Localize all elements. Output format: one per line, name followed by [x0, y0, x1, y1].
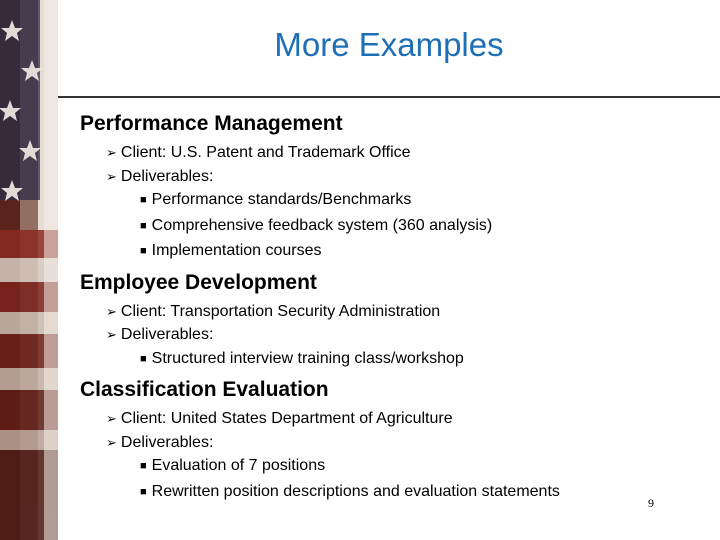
deliverable-text: Performance standards/Benchmarks	[151, 191, 412, 208]
section-heading: Employee Development	[80, 270, 317, 294]
square-bullet-icon: ■	[140, 352, 147, 365]
arrow-bullet-icon: ➢	[106, 303, 117, 319]
arrow-bullet-icon: ➢	[106, 168, 117, 184]
deliverable-text: Rewritten position descriptions and evaluation statements	[151, 482, 560, 500]
deliverables-item	[80, 165, 700, 189]
flag-image	[0, 0, 58, 540]
deliverable-text: Evaluation of 7 positions	[151, 457, 326, 474]
square-bullet-icon: ■	[140, 245, 147, 257]
deliverable-item	[80, 214, 700, 240]
client-text: Client: U.S. Patent and Trademark Office	[120, 144, 411, 161]
deliverable-item	[80, 347, 700, 373]
page-number: 9	[648, 496, 654, 510]
square-bullet-icon: ■	[140, 194, 147, 206]
slide-content	[80, 110, 700, 505]
client-text: Client: Transportation Security Administration	[120, 302, 441, 320]
section-employee-development	[80, 269, 700, 373]
deliverable-text: Comprehensive feedback system (360 analysis)	[151, 216, 493, 234]
arrow-bullet-icon: ➢	[106, 411, 117, 426]
deliverable-item	[80, 454, 700, 480]
client-text: Client: United States Department of Agriculture	[120, 410, 453, 427]
client-item	[80, 141, 700, 165]
deliverable-text: Implementation courses	[151, 242, 322, 259]
square-bullet-icon: ■	[140, 460, 147, 472]
section-heading: Classification Evaluation	[80, 378, 329, 401]
title-divider	[58, 96, 720, 98]
deliverables-item	[80, 431, 700, 455]
square-bullet-icon: ■	[140, 219, 147, 232]
deliverables-label: Deliverables:	[120, 433, 214, 451]
client-item	[80, 407, 700, 431]
arrow-bullet-icon: ➢	[106, 327, 117, 342]
deliverable-text: Structured interview training class/workshop	[151, 349, 464, 367]
arrow-bullet-icon: ➢	[106, 434, 117, 450]
deliverable-item	[80, 480, 700, 506]
slide-title: More Examples	[274, 26, 504, 63]
section-classification-evaluation	[80, 376, 700, 505]
section-performance-management	[80, 110, 700, 265]
deliverable-item	[80, 188, 700, 214]
section-heading: Performance Management	[80, 112, 343, 135]
deliverables-label: Deliverables:	[120, 326, 214, 343]
deliverables-item	[80, 323, 700, 347]
arrow-bullet-icon: ➢	[106, 145, 117, 160]
client-item	[80, 300, 700, 324]
square-bullet-icon: ■	[140, 485, 147, 498]
flag-decoration	[0, 0, 58, 540]
deliverables-label: Deliverables:	[120, 167, 214, 185]
deliverable-item	[80, 239, 700, 265]
